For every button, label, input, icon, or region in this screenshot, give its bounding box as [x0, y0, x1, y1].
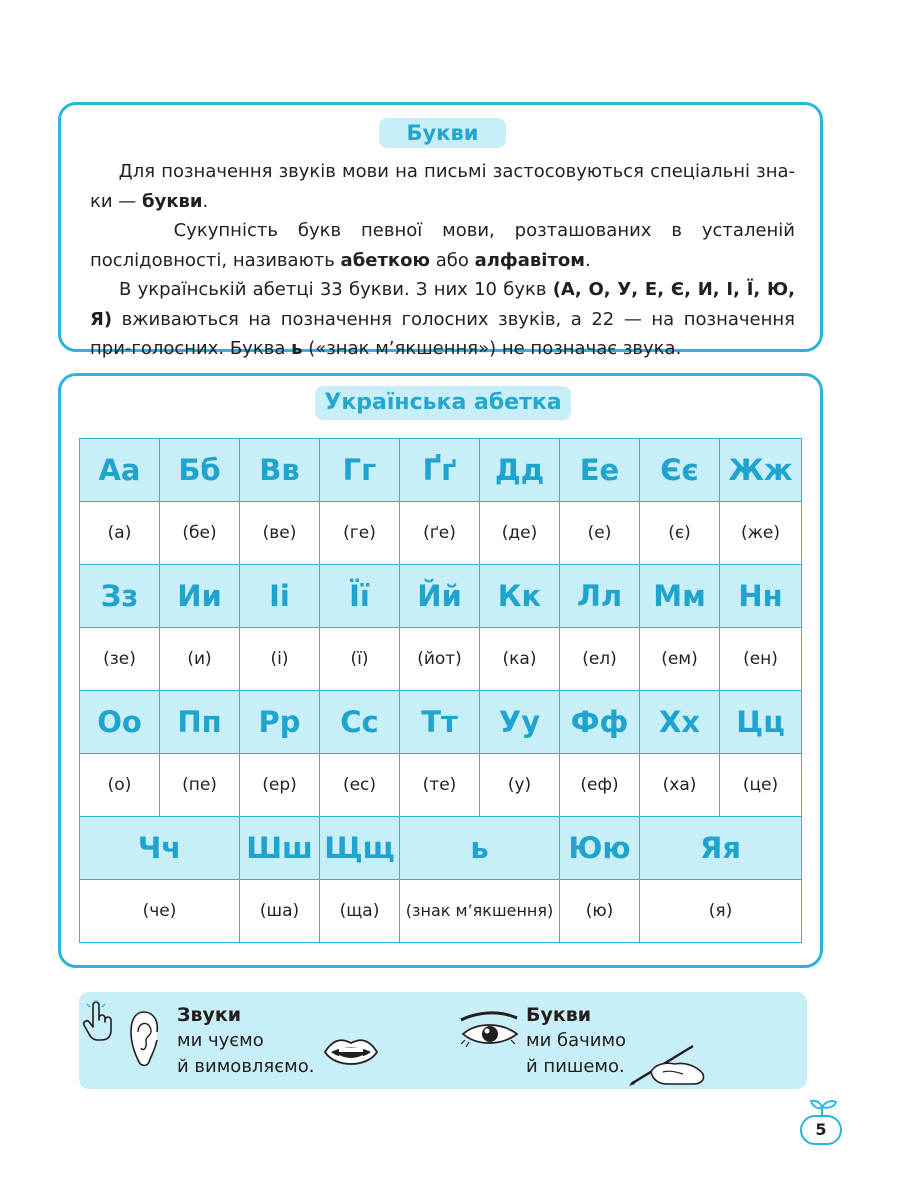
mouth-icon: [323, 1034, 379, 1072]
name-cell: (о): [80, 754, 160, 817]
letters-line-2: й пишемо.: [526, 1056, 625, 1077]
letter-cell: Цц: [720, 691, 802, 754]
name-cell: (ха): [640, 754, 720, 817]
writing-hand-icon: [627, 1042, 709, 1088]
letter-cell: Уу: [480, 691, 560, 754]
name-cell: (ка): [480, 628, 560, 691]
name-cell: (а): [80, 502, 160, 565]
letter-cell: Ии: [160, 565, 240, 628]
name-cell: (ю): [560, 880, 640, 943]
pointing-hand-icon: [81, 1000, 115, 1044]
letter-cell: Хх: [640, 691, 720, 754]
letter-cell: Єє: [640, 439, 720, 502]
paragraph-letter-count: [90, 275, 795, 364]
text: («знак м’якшення») не позначає звука.: [302, 338, 682, 359]
name-cell: (те): [400, 754, 480, 817]
letter-cell: Пп: [160, 691, 240, 754]
name-cell: (ем): [640, 628, 720, 691]
name-cell: (йот): [400, 628, 480, 691]
name-cell: (и): [160, 628, 240, 691]
paragraph-letters-definition: [90, 157, 795, 216]
eye-icon: [457, 1010, 523, 1050]
name-cell: (ге): [320, 502, 400, 565]
name-cell: (е): [560, 502, 640, 565]
letter-cell: Щщ: [320, 817, 400, 880]
text: Для позначення звуків мови на письмі застосовуються спеціальні зна-ки —: [90, 161, 795, 212]
name-cell: (ве): [240, 502, 320, 565]
sprout-icon: [808, 1097, 838, 1117]
name-cell: (у): [480, 754, 560, 817]
letter-cell: Ее: [560, 439, 640, 502]
letter-row: [80, 439, 802, 502]
name-row: [80, 754, 802, 817]
letter-cell: Зз: [80, 565, 160, 628]
letter-cell: Оо: [80, 691, 160, 754]
letter-cell: Шш: [240, 817, 320, 880]
letter-cell: Яя: [640, 817, 802, 880]
letter-cell: ь: [400, 817, 560, 880]
letter-cell: Кк: [480, 565, 560, 628]
letter-cell: Юю: [560, 817, 640, 880]
letter-cell: Аа: [80, 439, 160, 502]
name-cell: (ер): [240, 754, 320, 817]
letters-info-box: [58, 102, 823, 359]
letter-cell: Нн: [720, 565, 802, 628]
letter-cell: Ґґ: [400, 439, 480, 502]
name-cell: (бе): [160, 502, 240, 565]
text: Сукупність букв певної мови, розташованих в усталеній послідовності, називають: [90, 220, 795, 271]
name-cell: (еф): [560, 754, 640, 817]
letter-row: [80, 817, 802, 880]
letter-cell: Її: [320, 565, 400, 628]
name-cell: (ща): [320, 880, 400, 943]
text: або: [429, 249, 475, 271]
letter-cell: Лл: [560, 565, 640, 628]
sounds-letters-note: [79, 992, 807, 1089]
name-cell: (ґе): [400, 502, 480, 565]
name-cell: (це): [720, 754, 802, 817]
page-number: 5: [800, 1115, 842, 1145]
letter-cell: Дд: [480, 439, 560, 502]
name-cell: (ен): [720, 628, 802, 691]
letter-cell: Тт: [400, 691, 480, 754]
sounds-title: Звуки: [177, 1004, 242, 1026]
letters-title: Букви: [526, 1004, 592, 1026]
name-cell: (зе): [80, 628, 160, 691]
letter-cell: Рр: [240, 691, 320, 754]
soft-sign: ь: [291, 338, 303, 359]
name-cell: (пе): [160, 754, 240, 817]
text: .: [585, 249, 591, 271]
letter-cell: Мм: [640, 565, 720, 628]
term-abetka: абеткою: [340, 249, 430, 271]
letter-cell: Сс: [320, 691, 400, 754]
letter-cell: Іі: [240, 565, 320, 628]
name-cell: (ес): [320, 754, 400, 817]
section-title-alphabet: Українська абетка: [315, 386, 571, 420]
alphabet-table: [79, 438, 802, 943]
name-cell: (знак м’якшення): [400, 880, 560, 943]
text: вживаються на позначення голосних звуків, а 22 — на позначення при-голосних. Буква: [90, 308, 795, 359]
letter-cell: Чч: [80, 817, 240, 880]
letter-cell: Фф: [560, 691, 640, 754]
letter-row: [80, 691, 802, 754]
name-cell: (ї): [320, 628, 400, 691]
name-cell: (же): [720, 502, 802, 565]
name-cell: (я): [640, 880, 802, 943]
name-cell: (ша): [240, 880, 320, 943]
vowel-letters-list: (А, О, У, Е, Є, И, І, Ї, Ю, Я): [90, 279, 796, 330]
letter-cell: Вв: [240, 439, 320, 502]
name-cell: (де): [480, 502, 560, 565]
name-row: [80, 502, 802, 565]
paragraph-alphabet-definition: [90, 216, 795, 275]
text: В українській абетці 33 букви. З них 10 букв: [119, 279, 553, 300]
sounds-line-2: й вимовляємо.: [177, 1056, 315, 1077]
ear-icon: [129, 1010, 163, 1068]
term-alphabet: алфавітом: [474, 249, 585, 271]
term-letters: букви: [142, 190, 203, 212]
name-row: [80, 628, 802, 691]
letter-cell: Йй: [400, 565, 480, 628]
name-cell: (є): [640, 502, 720, 565]
letter-cell: Гг: [320, 439, 400, 502]
sounds-line-1: ми чуємо: [177, 1030, 264, 1051]
letters-line-1: ми бачимо: [526, 1030, 627, 1051]
name-row: [80, 880, 802, 943]
name-cell: (че): [80, 880, 240, 943]
name-cell: (і): [240, 628, 320, 691]
letter-cell: Жж: [720, 439, 802, 502]
letter-row: [80, 565, 802, 628]
section-title-letters: Букви: [379, 118, 506, 148]
letter-cell: Бб: [160, 439, 240, 502]
text: .: [202, 190, 209, 212]
name-cell: (ел): [560, 628, 640, 691]
